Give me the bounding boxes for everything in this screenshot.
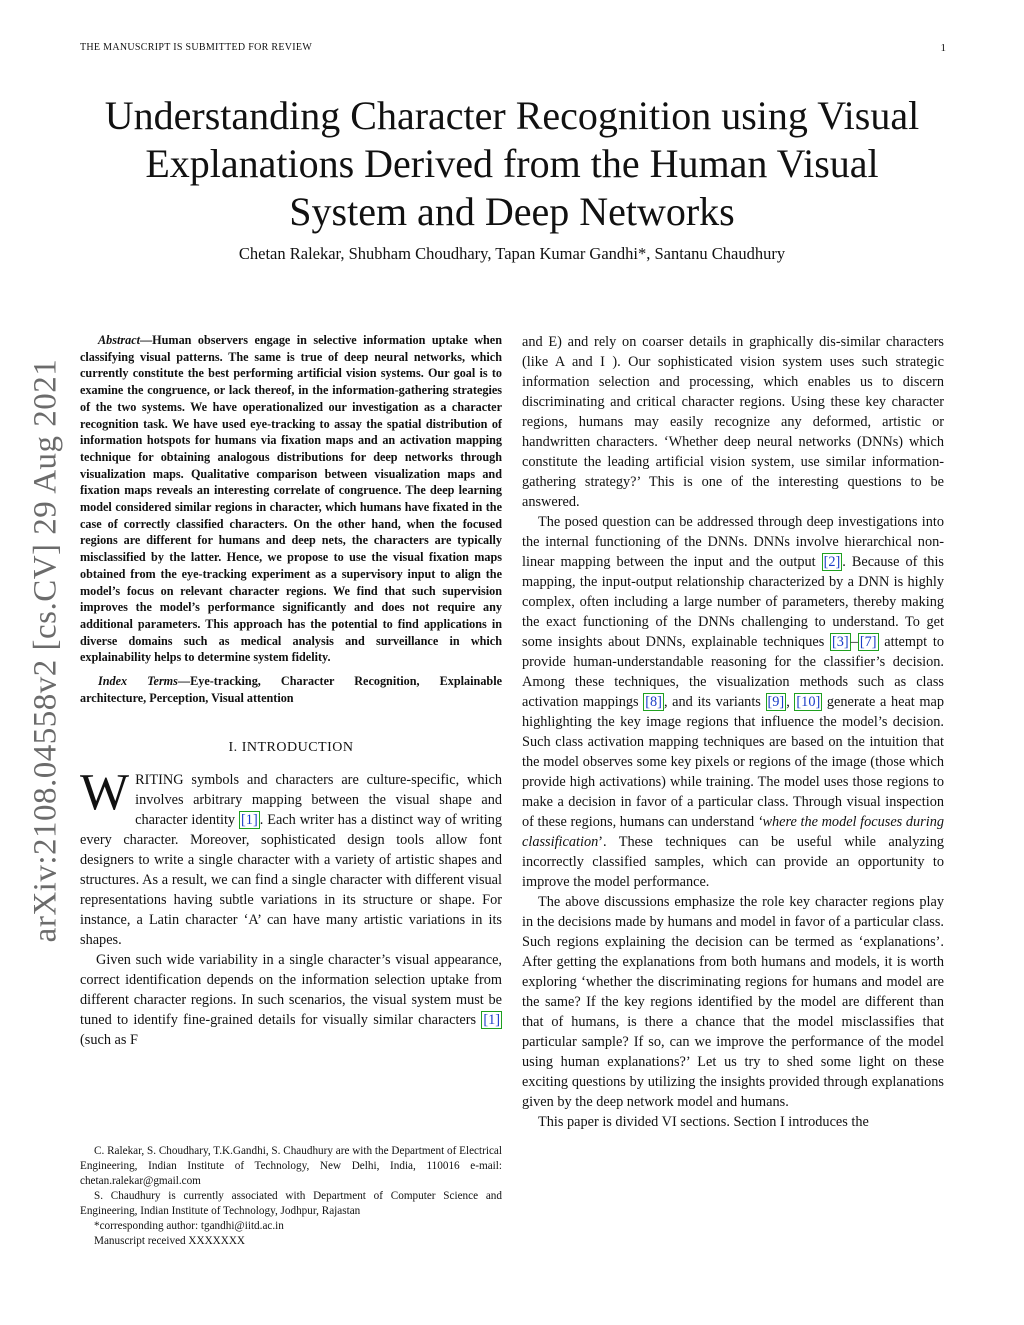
citation-link[interactable]: [7] bbox=[859, 634, 877, 650]
footnote: S. Chaudhury is currently associated with Department of Computer Science and Engineering, Indian Institute of Technology, Jodhpur, Rajastan bbox=[80, 1190, 502, 1217]
footnotes bbox=[80, 1144, 502, 1249]
right-column bbox=[522, 332, 944, 1132]
section-title-rest: NTRODUCTION bbox=[246, 740, 354, 756]
citation-link[interactable]: [10] bbox=[796, 694, 821, 710]
text-run: – bbox=[850, 634, 858, 650]
section-first-letter: I bbox=[241, 740, 247, 756]
text-run: , and its variants bbox=[663, 694, 766, 710]
left-column bbox=[80, 332, 502, 1050]
abstract-lead: Abstract bbox=[98, 333, 140, 347]
title-line: Explanations Derived from the Human Visual bbox=[145, 141, 879, 186]
index-terms-lead: Index Terms bbox=[98, 674, 178, 689]
page-number: 1 bbox=[940, 42, 946, 54]
citation-link[interactable]: [3] bbox=[832, 634, 849, 650]
abstract bbox=[80, 332, 502, 666]
abstract-text: —Human observers engage in selective information uptake when classifying visual patterns. The same is true of deep neural networks, which currently constitute the best performing artificial vision systems. Our goal is to examine the congruence, or lack thereof, in the information-gathering strategies of the two systems. We have operationalized our investigation as a character recognition task. We have used eye-tracking to assay the spatial distribution of information hotspots for humans via fixation maps and an activation mapping technique for obtaining analogous distributions for deep networks through visualization maps. Qualitative comparison between visualization maps and fixation maps reveals an interesting correlate of congruence. The deep learning model considered similar regions in character, which humans have fixated in the case of correctly classified characters. On the other hand, when the focused regions are different for humans and deep nets, the characters are typically misclassified by the latter. Hence, we propose to use the visual fixation maps obtained from the eye-tracking experiment as a supervisory input to align the model’s focus on relevant character regions. We find that such supervision improves the model’s performance significantly and does not require any additional parameters. This approach has the potential to find applications in diverse domains such as medical analysis and surveillance in which explainability helps to determine system fidelity. bbox=[80, 333, 502, 665]
intro-p1-end: . Each writer has a distinct way of writing every character. Moreover, sophisticated design tools allow font designers to write a single character with a variety of artistic shapes and structures. As a result, we can find a single character with different visual representations having subtle variations in its structure or shape. For instance, a Latin character ‘A’ can have many artistic variations in its shapes. bbox=[80, 812, 503, 949]
intro-p2-end: (such as F bbox=[80, 1032, 138, 1049]
citation-link[interactable]: [8] bbox=[645, 694, 662, 710]
intro-p2-start: Given such wide variability in a single character’s visual appearance, correct identification depends on the information selection uptake from different character regions. In such scenarios, the visual system must be tuned to identify fine-grained details for visually similar characters bbox=[80, 952, 502, 1029]
intro-paragraph bbox=[80, 950, 502, 1050]
body-paragraph bbox=[522, 512, 944, 892]
section-heading bbox=[80, 740, 502, 756]
citation-link[interactable]: [1] bbox=[483, 1012, 500, 1029]
arxiv-stamp bbox=[26, 350, 66, 950]
text-run: , bbox=[786, 694, 795, 710]
text-run: generate a heat map highlighting the key image regions that influence the model’s decision. Such class activation mapping techniques are based on the intuition that the model observes some key pixels or regions of the image (those which provide high activations) while training. The model uses those regions to make a decision in favor of a particular class. Through visual inspection of these regions, humans can understand bbox=[522, 694, 945, 830]
index-terms bbox=[80, 673, 502, 706]
citation-link[interactable]: [9] bbox=[767, 694, 785, 710]
body-paragraph: The above discussions emphasize the role key character regions play in the decisions made by humans and model in favor of a particular class. Such regions explaining the decision can be termed as ‘explanations’. After getting the explanations from both humans and models, it is worth exploring ‘whether the discriminating regions for humans and model are the same? If the key regions identified by the model are different than that of humans, is there a chance that the model misclassifies that particular sample? If so, can we improve the performance of the model using human explanations?’ Let us try to shed some light on these exciting questions by utilizing the insights provided through explanations given by the deep network model and humans. bbox=[522, 894, 944, 1110]
index-terms-text: —Eye-tracking, Character Recognition, Explainable architecture, Perception, Visual attention bbox=[80, 674, 502, 705]
intro-paragraph bbox=[80, 764, 503, 950]
drop-cap: W bbox=[80, 764, 130, 822]
text-run: ’. These techniques can be useful while analyzing incorrectly classified samples, which can provide an opportunity to improve the model performance. bbox=[522, 834, 944, 890]
intro-p1-start: RITING symbols and characters are culture-specific, which involves arbitrary mapping between the visual shape and character identity bbox=[135, 772, 502, 829]
text-run: attempt to provide human-understandable reasoning for the classifier’s decision. Among these techniques, the visualization methods such as class activation mappings bbox=[522, 634, 944, 710]
title-line: System and Deep Networks bbox=[289, 189, 735, 234]
arxiv-stamp-text: arXiv:2108.04558v2 [cs.CV] 29 Aug 2021 bbox=[27, 358, 64, 942]
footnote: C. Ralekar, S. Choudhary, T.K.Gandhi, S. Chaudhury are with the Department of Electrical Engineering, Indian Institute of Technology, New Delhi, India, 110016 e-mail: chetan.ralekar@gmail.com bbox=[80, 1145, 502, 1187]
citation-link[interactable]: [1] bbox=[241, 812, 258, 829]
footnote: *corresponding author: tgandhi@iitd.ac.in bbox=[94, 1220, 284, 1232]
section-number: I. bbox=[228, 740, 238, 756]
citation-link[interactable]: [2] bbox=[823, 554, 841, 570]
author-list: Chetan Ralekar, Shubham Choudhary, Tapan Kumar Gandhi*, Santanu Chaudhury bbox=[238, 244, 786, 263]
paper-title bbox=[60, 92, 964, 236]
body-paragraph: This paper is divided VI sections. Section I introduces the bbox=[538, 1114, 869, 1130]
title-line: Understanding Character Recognition using Visual bbox=[104, 93, 920, 138]
text-run: The posed question can be addressed through deep investigations into the internal functioning of the DNNs. DNNs involve hierarchical non-linear mapping between the input and the output bbox=[522, 514, 944, 570]
body-paragraph: and E) and rely on coarser details in graphically dis-similar characters (like A and I ). Our sophisticated vision system uses such strategic information selection and processing, which enables us to discern discriminating and critical character regions. Using these key character regions, humans may easily recognize any deformed, artistic or handwritten characters. ‘Whether deep neural networks (DNNs) which constitute the leading artificial vision system, use similar information-gathering strategy?’ This is one of the interesting questions to be answered. bbox=[522, 334, 944, 510]
italic-phrase: ‘where the model focuses during classification bbox=[522, 814, 944, 850]
running-head: THE MANUSCRIPT IS SUBMITTED FOR REVIEW bbox=[80, 42, 313, 53]
text-run: . Because of this mapping, the input-output relationship characterized by a DNN is highly complex, often including a large number of parameters, thereby making the exact functioning of the DNNs challenging to understand. To get some insights about DNNs, explainable techniques bbox=[522, 554, 944, 650]
footnote: Manuscript received XXXXXXX bbox=[94, 1235, 245, 1247]
